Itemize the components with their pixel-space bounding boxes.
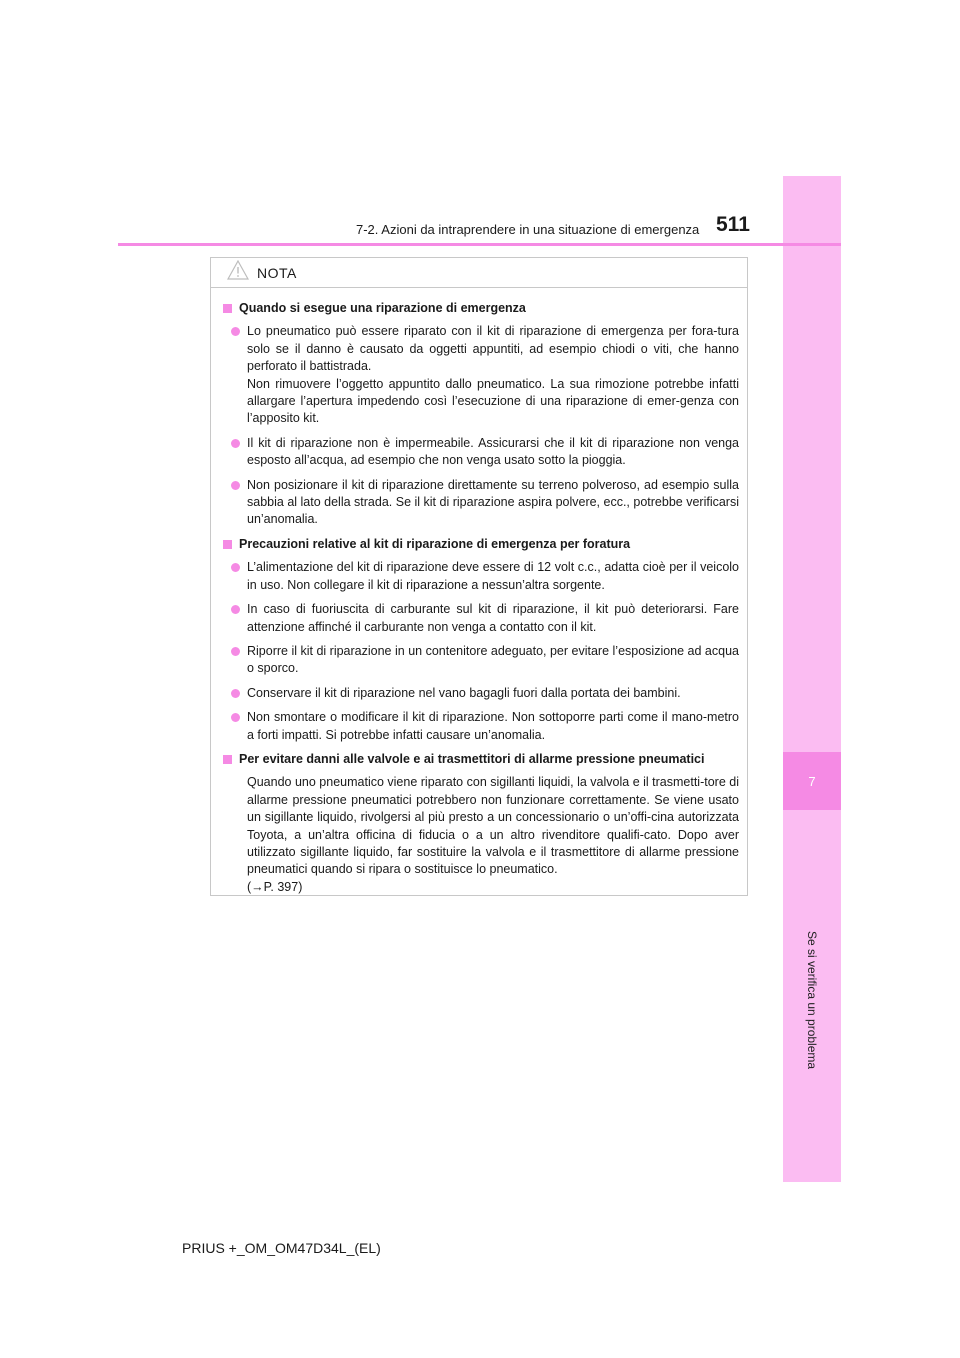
header-rule [118, 243, 841, 246]
header-section-title: 7-2. Azioni da intraprendere in una situazione di emergenza [356, 222, 700, 237]
list-item: L’alimentazione del kit di riparazione deve essere di 12 volt c.c., adatta cioè per il veicolo in uso. Non collegare il kit di riparazione a nessun’altra sorgente. [223, 559, 739, 594]
warning-triangle-icon [227, 260, 249, 285]
round-bullet-icon [231, 713, 240, 722]
section-paragraph: Quando uno pneumatico viene riparato con sigillanti liquidi, la valvola e il trasmetti-tore di allarme pressione pneumatici potrebbero non funzionare correttamente. Se viene usato un sigillante liquido, rivolgersi al più presto a un concessionario o un’offi-cina autorizzata Toyota, a un’altra officina di fiducia o a un altro rivenditore qualifi-cato. Dopo aver utilizzato sigillante liquido, far sostituire la valvola e il trasmettitore di allarme pressione pneumatici quando si ripara o sostituisce lo pneumatico. (→P. 397) [247, 775, 739, 894]
list-item: Conservare il kit di riparazione nel vano bagagli fuori dalla portata dei bambini. [223, 685, 739, 702]
round-bullet-icon [231, 689, 240, 698]
list-item: Riporre il kit di riparazione in un contenitore adeguato, per evitare l’esposizione ad acqua o sporco. [223, 643, 739, 678]
square-bullet-icon [223, 540, 232, 549]
round-bullet-icon [231, 439, 240, 448]
section-title: Per evitare danni alle valvole e ai trasmettitori di allarme pressione pneumatici [223, 751, 739, 768]
round-bullet-icon [231, 481, 240, 490]
section-title: Quando si esegue una riparazione di emergenza [223, 300, 739, 317]
round-bullet-icon [231, 605, 240, 614]
round-bullet-icon [231, 327, 240, 336]
note-box [210, 257, 748, 896]
list-item: Lo pneumatico può essere riparato con il kit di riparazione di emergenza per fora-tura solo se il danno è causato da oggetti appuntiti, ad esempio chiodi o viti, che hanno perforato il battistrada. Non rimuovere l’oggetto appuntito dallo pneumatico. La sua rimozione potrebbe infatti allargare l’apertura impedendo così l’esecuzione di una riparazione di emer-genza con l’apposito kit. [223, 323, 739, 427]
footer-document-code: PRIUS +_OM_OM47D34L_(EL) [182, 1240, 381, 1256]
list-item: In caso di fuoriuscita di carburante sul kit di riparazione, il kit può deteriorarsi. Fare attenzione affinché il carburante non venga a contatto con il kit. [223, 601, 739, 636]
note-header [211, 258, 747, 288]
round-bullet-icon [231, 563, 240, 572]
note-title: NOTA [257, 264, 297, 281]
square-bullet-icon [223, 755, 232, 764]
note-body [211, 288, 747, 896]
page-reference-link[interactable]: (→P. 397) [247, 879, 303, 894]
square-bullet-icon [223, 304, 232, 313]
list-item: Non smontare o modificare il kit di riparazione. Non sottoporre parti come il mano-metro a forti impatti. Si potrebbe infatti causare un’anomalia. [223, 709, 739, 744]
list-item: Il kit di riparazione non è impermeabile. Assicurarsi che il kit di riparazione non venga esposto all’acqua, ad esempio che non venga usato sotto la pioggia. [223, 435, 739, 470]
page-number: 511 [716, 213, 750, 236]
chapter-number: 7 [783, 752, 841, 810]
chapter-title: Se si verifica un problema [805, 931, 819, 1070]
section-title: Precauzioni relative al kit di riparazione di emergenza per foratura [223, 536, 739, 553]
list-item: Non posizionare il kit di riparazione direttamente su terreno polveroso, ad esempio sulla sabbia al lato della strada. Se il kit di riparazione aspira polvere, ecc., potrebbe verificarsi un’anomalia. [223, 477, 739, 529]
round-bullet-icon [231, 647, 240, 656]
